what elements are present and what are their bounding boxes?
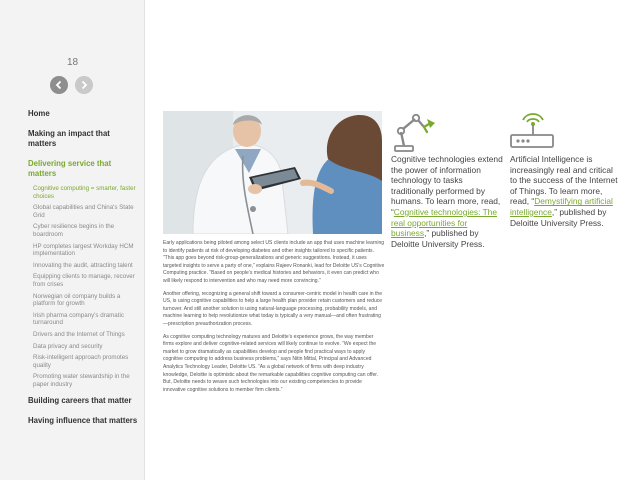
nav-sub-irish-pharma[interactable]: Irish pharma company's dramatic turnaround — [33, 311, 124, 327]
previous-page-button[interactable] — [50, 76, 68, 94]
nav-making-an-impact[interactable]: Making an impact that matters — [28, 129, 110, 148]
ai-text-before: Artificial Intelligence is increasingly real and critical to the success of the Internet of Things. To learn more, read, “ — [510, 154, 618, 207]
cognitive-text-after: ,” published by Deloitte University Press. — [391, 228, 485, 249]
nav-sub-data-privacy[interactable]: Data privacy and security — [33, 342, 103, 350]
cognitive-callout-text — [391, 154, 503, 249]
nav-sub-equipping-clients[interactable]: Equipping clients to manage, recover from crises — [33, 273, 135, 288]
nav-having-influence[interactable]: Having influence that matters — [28, 416, 138, 426]
nav-sub-innovating-audit[interactable]: Innovating the audit, attracting talent — [33, 261, 133, 269]
page-navigation — [50, 76, 93, 94]
ai-callout — [510, 112, 622, 228]
nav-sub-hp-workday[interactable]: HP completes largest Workday HCM implementation — [33, 242, 134, 258]
ai-text-after: ,” published by Deloitte University Press. — [510, 206, 607, 228]
chevron-left-icon — [54, 80, 64, 90]
body-paragraph-1: Early applications being piloted among select US clients include an app that uses machine learning to identify patients at risk of developing diabetes and other insights tailored to specific patients. “This app goes beyond risk-group-generalizations and generic suggestions. Instead, it uses targeted insights to serve a party of one,” explains Rajeev Ronanki, lead for Deloitte US’s Cognitive Computing practice. “Based on people’s medical histories and behaviors, it even can predict who will likely respond to intervention and who may need more convincing.” — [163, 240, 385, 284]
chevron-right-icon — [79, 80, 89, 90]
nav-home[interactable]: Home — [28, 109, 50, 118]
article-body — [163, 240, 385, 399]
cognitive-technologies-link[interactable]: Cognitive technologies: The real opportunities for business — [391, 206, 497, 239]
sidebar — [0, 0, 145, 480]
doctor-patient-photo — [163, 111, 382, 234]
page-number: 18 — [66, 57, 79, 68]
nav-sub-risk-intelligent[interactable]: Risk-intelligent approach promotes quality — [33, 354, 129, 369]
body-paragraph-2: Another offering, recognizing a general shift toward a consumer-centric model in health care in the US, is using cognitive capabilities to help a large health plan provider retain customers and reduce turnover. And still another solution is using natural-language processing, probability models, and machine learning to help revolutionize what today is typically a very manual—and often frustrating—prescription preauthorization process. — [163, 290, 383, 327]
nav-delivering-service[interactable]: Delivering service that matters — [28, 159, 112, 178]
nav-building-careers[interactable]: Building careers that matter — [28, 396, 132, 406]
nav-sub-global-capabilities[interactable]: Global capabilities and China's State Grid — [33, 204, 134, 219]
nav-sub-cognitive-computing[interactable]: Cognitive computing = smarter, faster choices — [33, 185, 136, 200]
demystifying-ai-link[interactable]: Demystifying artificial intelligence — [510, 196, 613, 217]
nav-sub-water-stewardship[interactable]: Promoting water stewardship in the paper industry — [33, 373, 130, 388]
robot-arm-icon — [391, 112, 503, 152]
cognitive-callout — [391, 112, 503, 249]
body-paragraph-3: As cognitive computing technology matures and Deloitte’s experience grows, the way member firms explore and deliver cognitive-related services will likely continue to evolve. “We expect the market to grow dramatically as capabilities develop and people find practical ways to apply cognitive computing to address business problems,” says Nitin Mittal, Principal and Advanced Analytics Technology Leader, Deloitte US. “As a global network of firms with deep industry knowledge, Deloitte is optimistic about the remarkable capabilities cognitive computing can offer. But, Deloitte needs to weave such technologies into our existing competencies to provide innovative cognitive solutions to member firm clients.” — [163, 333, 379, 393]
section-nav — [28, 109, 140, 426]
next-page-button[interactable] — [75, 76, 93, 94]
ai-callout-text — [510, 154, 622, 228]
wifi-router-icon — [510, 112, 622, 152]
cognitive-text-before: Cognitive technologies extend the power of information technology to tasks traditionally performed by humans. To learn more, read, “ — [391, 154, 503, 217]
nav-sub-cyber-resilience[interactable]: Cyber resilience begins in the boardroom — [33, 223, 115, 238]
nav-sub-drivers-iot[interactable]: Drivers and the Internet of Things — [33, 330, 125, 338]
nav-sub-norwegian-oil[interactable]: Norwegian oil company builds a platform for growth — [33, 292, 121, 308]
